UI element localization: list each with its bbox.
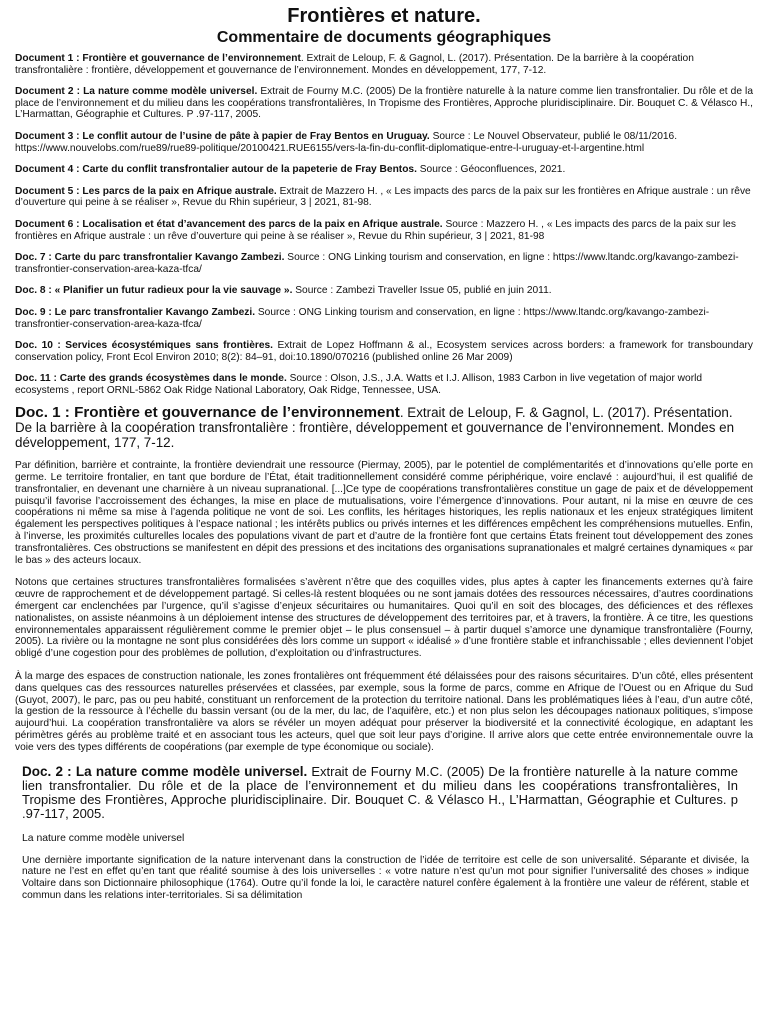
- document-source: . Extrait de Leloup, F. & Gagnol, L. (2017). Présentation. De la barrière à la coopération transfrontalière : frontière, développement et gouvernance de l’environnement. Mondes en développement, 177, 7-12.: [15, 53, 694, 76]
- document-list-item: [15, 86, 753, 121]
- document-list-item: [15, 252, 753, 275]
- document-source: Source : ONG Linking tourism and conservation, en ligne : https://www.ltandc.org/kavango-zambezi-transfrontier-conservation-area-kaza-tfca/: [15, 252, 739, 275]
- doc1-heading: [15, 406, 753, 450]
- doc2-subheading: La nature comme modèle universel: [22, 832, 185, 844]
- document-label: Doc. 10 : Services écosystémiques sans frontières.: [15, 340, 273, 352]
- document-list-item: [15, 131, 753, 154]
- page-subtitle: Commentaire de documents géographiques: [216, 29, 552, 46]
- doc2-paragraph: Une dernière importante signification de la nature intervenant dans la construction de l’idée de territoire est celle de son universalité. Séparante et divisée, la nature ne l’est en effet qu’en tant que réalité soumise à des lois universelles : « votre nature n’est qu’un mot pour signifier l’universalité des choses » indique Voltaire dans son Dictionnaire philosophique (1764). Outre qu’il fonde la loi, le caractère naturel confère également à la frontière une valeur de référent, stable et commun dans les relations inter-territoriales. Si sa délimitation: [22, 854, 749, 901]
- doc1-paragraph: À la marge des espaces de construction nationale, les zones frontalières ont fréquemment été délaissées pour des raisons sécuritaires. D’un côté, elles présentent dans quelques cas des ressources naturelles préservées et classées, par exemple, sous la forme de parcs, comme en Afrique de l’Ouest ou en Afrique du Sud (Guyot, 2007), le parc, pas ou peu habité, constituant un renforcement de la protection du territoire national. Dans les problématiques liées à l’eau, d’un autre côté, la gestion de la ressource à l’échelle du bassin versant (ou de la mer, du lac, de l’aquifère, etc.) et non plus selon les découpages nationaux politiques, s’impose aujourd’hui. La coopération transfrontalière va alors se révéler un moyen adéquat pour préserver la biodiversité et la connectivité écologique, en adaptant les périmètres gérés au problème traité et en associant tous les acteurs, quel que soit leur pays d’origine. Il arrive alors que cette entrée environnementale ouvre la voie vers des types différents de coopérations (par exemple de type économique ou sociale).: [15, 671, 753, 753]
- document-label: Doc. 8 : « Planifier un futur radieux pour la vie sauvage ».: [15, 285, 293, 297]
- doc2-heading: [22, 765, 738, 821]
- document-list-item: [15, 307, 753, 330]
- doc1-paragraph: Par définition, barrière et contrainte, la frontière deviendrait une ressource (Piermay, 2005), par le potentiel de complémentarités et d’innovations qu’elle porte en germe. Le territoire frontalier, en tant que bordure de l’État, était traditionnellement considéré comme périphérique, voire enclavé : aujourd’hui, il est qualifié de transfrontalier, en devenant une charnière à un niveau supranational. [...]Ce type de coopérations transfrontalières constitue un gage de paix et de développement puisqu’il favorise l’accroissement des échanges, la mise en place de mutualisations, voire l’émergence d’innovations. Pour autant, ni la mise en œuvre de ces coopérations ni même sa mise à l’agenda politique ne vont de soi. Les conflits, les héritages historiques, les replis nationaux et les enjeux stratégiques limitent également les perspectives politiques à l’espace national ; les intérêts publics ou privés internes et les différences empêchent les compréhensions mutuelles. Enfin, à l’inverse, les proximités culturelles locales des populations vivant de part et d’autre de la frontière font que certains États freinent tout développement des zones transfrontalières. Ces obstructions se manifestent en dépit des pressions et des incitations des organisations supranationales et malgré certaines dynamiques « par le bas » des acteurs locaux.: [15, 460, 753, 566]
- doc1-paragraph: Notons que certaines structures transfrontalières formalisées s’avèrent n’être que des coquilles vides, plus aptes à capter les financements externes qu’à faire œuvre de rapprochement et de développement partagé. Si celles-là restent bloquées ou ne sont jamais dotées des ressources nécessaires, d’autres coordinations émergent car enclenchées par l’urgence, qu’il s’agisse d’enjeux sécuritaires ou humanitaires. Quoi qu’il en soit des blocages, des déficiences et des réflexes nationalistes, on assiste néanmoins à un déploiement intense des structures de développement des territoires par, et à travers, la frontière. À ce titre, les questions environnementales apparaissent régulièrement comme le premier objet – le plus consensuel – à partir duquel s’amorce une dynamique transfrontalière (Fourny, 2005). La rivière ou la montagne ne sont plus considérées dès lors comme un support « idéalisé » d’une frontière stable et infranchissable ; elles deviennent l’objet obligé d’une cogestion pour des problèmes de pollution, d’exploitation ou d’infrastructures.: [15, 577, 753, 660]
- document-list: [15, 53, 753, 396]
- document-label: Doc. 11 : Carte des grands écosystèmes dans le monde.: [15, 373, 287, 385]
- document-source: Source : Le Nouvel Observateur, publié le 08/11/2016. https://www.nouvelobs.com/rue89/rue89-politique/20100421.RUE6155/vers-la-fin-du-conflit-diplomatique-entre-l-uruguay-et-l-argentine.html: [15, 130, 678, 154]
- document-source: Extrait de Fourny M.C. (2005) De la frontière naturelle à la nature comme lien transfrontalier. Du rôle et de la place de l’environnement et du milieu dans les coopérations transfrontalières, In Tropisme des Frontières, Approche pluridisciplinaire. Dir. Bouquet C. & Vélasco H., L’Harmattan, Géographie et Cultures. P .97-117, 2005.: [15, 86, 753, 121]
- document-source: Source : Géoconfluences, 2021.: [416, 164, 566, 176]
- document-source: Extrait de Lopez Hoffmann & al., Ecosystem services across borders: a framework for transboundary conservation policy, Front Ecol Environ 2010; 8(2): 84–91, doi:10.1890/070216 (published online 26 Mar 2009): [15, 340, 753, 363]
- document-label: Document 1 : Frontière et gouvernance de l’environnement: [15, 53, 301, 64]
- page-title: Frontières et nature.: [287, 5, 481, 27]
- document-label: Doc. 7 : Carte du parc transfrontalier Kavango Zambezi.: [15, 252, 285, 264]
- document-label: Document 2 : La nature comme modèle universel.: [15, 86, 258, 98]
- doc2-reference: Extrait de Fourny M.C. (2005) De la frontière naturelle à la nature comme lien transfrontalier. Du rôle et de la place de l’environnement et du milieu dans les coopérations transfrontalières, In Tropisme des Frontières, Approche pluridisciplinaire. Dir. Bouquet C. & Vélasco H., L’Harmattan, Géographie et Cultures. p .97-117, 2005.: [22, 763, 739, 821]
- document-list-item: [15, 53, 753, 76]
- document-label: Document 4 : Carte du conflit transfrontalier autour de la papeterie de Fray Bentos.: [15, 164, 417, 176]
- doc2-title: Doc. 2 : La nature comme modèle universel.: [22, 763, 308, 779]
- document-source: Source : Mazzero H. , « Les impacts des parcs de la paix sur les frontières en Afrique australe : un rêve d’ouverture qui peine à se réaliser », Revue du Rhin supérieur, 3 | 2021, 81-98: [15, 218, 736, 242]
- doc1-reference: . Extrait de Leloup, F. & Gagnol, L. (2017). Présentation. De la barrière à la coopération transfrontalière : frontière, développement et gouvernance de l’environnement. Mondes en développement, 177, 7-12.: [15, 405, 735, 450]
- document-list-item: [15, 285, 753, 297]
- document-label: Document 5 : Les parcs de la paix en Afrique australe.: [15, 185, 277, 197]
- document-label: Doc. 9 : Le parc transfrontalier Kavango Zambezi.: [15, 306, 256, 318]
- document-list-item: [15, 164, 753, 176]
- document-label: Document 3 : Le conflit autour de l’usine de pâte à papier de Fray Bentos en Uruguay.: [15, 130, 430, 142]
- document-label: Document 6 : Localisation et état d’avancement des parcs de la paix en Afrique australe.: [15, 218, 443, 230]
- document-list-item: [15, 219, 753, 242]
- doc1-title: Doc. 1 : Frontière et gouvernance de l’environnement: [15, 404, 400, 422]
- document-source: Extrait de Mazzero H. , « Les impacts des parcs de la paix sur les frontières en Afrique australe : un rêve d’ouverture qui peine à se réaliser », Revue du Rhin supérieur, 3 | 2021, 81-98.: [15, 185, 751, 209]
- document-source: Source : ONG Linking tourism and conservation, en ligne : https://www.ltandc.org/kavango-zambezi-transfrontier-conservation-area-kaza-tfca/: [15, 306, 710, 330]
- document-list-item: [15, 373, 753, 396]
- document-source: Source : Zambezi Traveller Issue 05, publié en juin 2011.: [292, 285, 552, 297]
- document-list-item: [15, 340, 753, 363]
- document-list-item: [15, 186, 753, 209]
- document-source: Source : Olson, J.S., J.A. Watts et I.J. Allison, 1983 Carbon in live vegetation of major world ecosystems , report ORNL-5862 Oak Ridge National Laboratory, Oak Ridge, Tennessee, USA.: [15, 373, 703, 396]
